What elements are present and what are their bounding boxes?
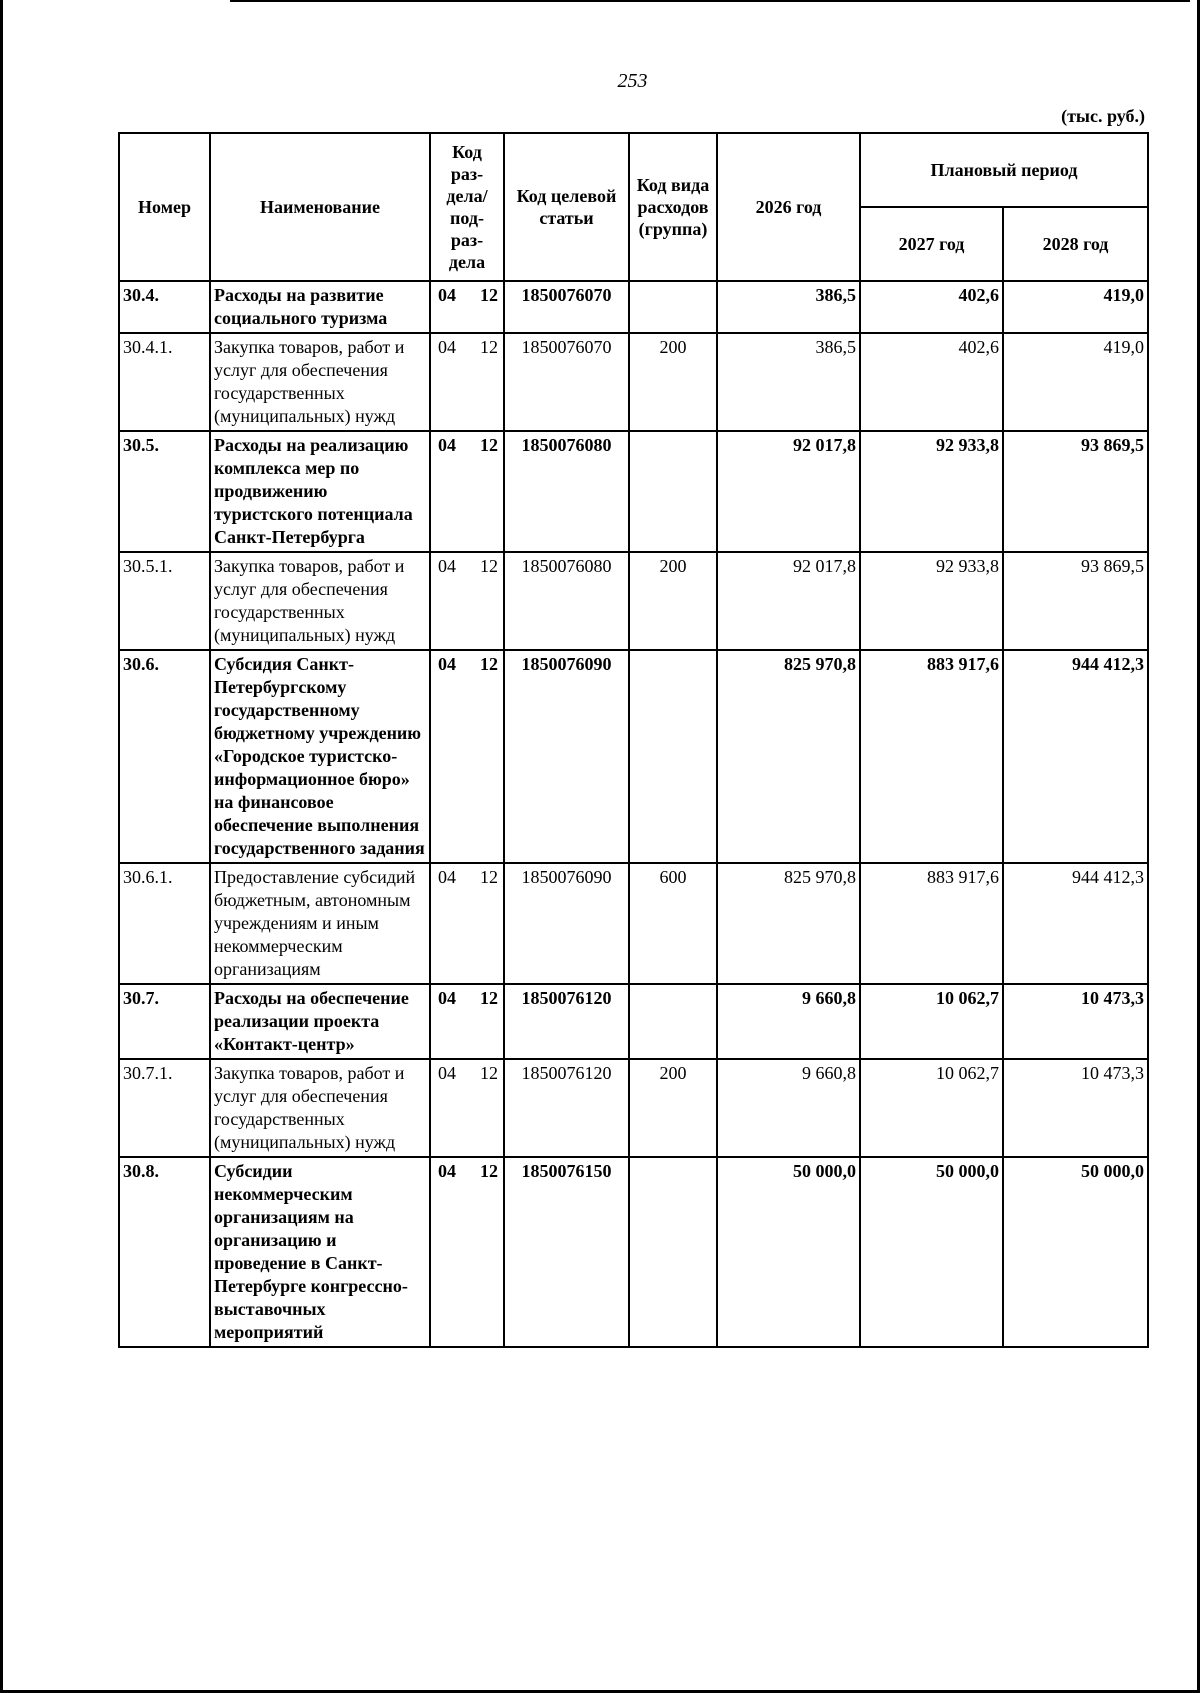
table-row [119,1059,1148,1157]
row-value-2026: 92 017,8 [717,431,860,552]
row-expense-type: 200 [629,552,717,650]
row-subsection: 12 [480,1063,498,1083]
row-value-2026: 92 017,8 [717,552,860,650]
row-name: Субсидия Санкт-Петербургскому государственному бюджетному учреждению «Городское туристско-информационное бюро» на финансовое обеспечение выполнения государственного задания [210,650,430,863]
units-label: (тыс. руб.) [1061,106,1145,126]
row-section: 04 [438,867,456,887]
col-target-header: Код целевой статьи [504,133,629,281]
row-value-2026: 9 660,8 [717,984,860,1059]
row-subsection: 12 [480,556,498,576]
row-section: 04 [438,1063,456,1083]
row-number: 30.8. [119,1157,210,1347]
row-section-code [430,552,504,650]
row-value-2028: 50 000,0 [1003,1157,1148,1347]
row-value-2026: 825 970,8 [717,650,860,863]
row-name: Расходы на реализацию комплекса мер по продвижению туристского потенциала Санкт-Петербурга [210,431,430,552]
row-section-code [430,863,504,984]
table-row [119,984,1148,1059]
row-value-2028: 419,0 [1003,281,1148,333]
row-expense-type [629,1157,717,1347]
row-subsection: 12 [480,337,498,357]
row-expense-type: 200 [629,1059,717,1157]
row-section: 04 [438,435,456,455]
row-subsection: 12 [480,988,498,1008]
budget-table [118,132,1149,1348]
row-target-code: 1850076150 [504,1157,629,1347]
table-row [119,552,1148,650]
col-number-header: Номер [119,133,210,281]
row-section: 04 [438,285,456,305]
row-section-code [430,1059,504,1157]
row-target-code: 1850076080 [504,431,629,552]
row-number: 30.4. [119,281,210,333]
row-number: 30.6. [119,650,210,863]
row-section-code [430,281,504,333]
row-section-code [430,650,504,863]
row-value-2027: 883 917,6 [860,863,1003,984]
row-number: 30.6.1. [119,863,210,984]
row-value-2026: 9 660,8 [717,1059,860,1157]
row-number: 30.7. [119,984,210,1059]
row-name: Закупка товаров, работ и услуг для обеспечения государственных (муниципальных) нужд [210,552,430,650]
row-subsection: 12 [480,1161,498,1181]
row-name: Субсидии некоммерческим организациям на организацию и проведение в Санкт-Петербурге конгрессно-выставочных мероприятий [210,1157,430,1347]
row-value-2028: 944 412,3 [1003,863,1148,984]
row-target-code: 1850076070 [504,281,629,333]
table-row [119,1157,1148,1347]
row-value-2028: 419,0 [1003,333,1148,431]
row-value-2027: 92 933,8 [860,431,1003,552]
row-target-code: 1850076080 [504,552,629,650]
row-section: 04 [438,654,456,674]
row-value-2027: 402,6 [860,281,1003,333]
row-section-code [430,984,504,1059]
col-2026-header: 2026 год [717,133,860,281]
table-row [119,281,1148,333]
row-expense-type [629,984,717,1059]
row-expense-type [629,650,717,863]
row-subsection: 12 [480,654,498,674]
row-number: 30.7.1. [119,1059,210,1157]
row-value-2026: 386,5 [717,281,860,333]
row-value-2027: 92 933,8 [860,552,1003,650]
row-section: 04 [438,337,456,357]
col-section-header: Код раз- дела/ под- раз- дела [430,133,504,281]
table-row [119,431,1148,552]
header-row-1 [119,133,1148,207]
col-expense-type-header: Код вида расходов (группа) [629,133,717,281]
row-section-code [430,333,504,431]
page-number: 253 [617,70,648,92]
row-expense-type: 200 [629,333,717,431]
row-target-code: 1850076120 [504,984,629,1059]
row-subsection: 12 [480,867,498,887]
row-value-2028: 93 869,5 [1003,431,1148,552]
row-target-code: 1850076090 [504,863,629,984]
row-value-2026: 386,5 [717,333,860,431]
row-target-code: 1850076090 [504,650,629,863]
row-subsection: 12 [480,285,498,305]
row-expense-type [629,281,717,333]
row-value-2027: 883 917,6 [860,650,1003,863]
row-section-code [430,1157,504,1347]
table-row [119,863,1148,984]
table-body [119,281,1148,1347]
row-name: Закупка товаров, работ и услуг для обеспечения государственных (муниципальных) нужд [210,333,430,431]
row-value-2026: 50 000,0 [717,1157,860,1347]
row-name: Расходы на развитие социального туризма [210,281,430,333]
table-row [119,333,1148,431]
row-name: Предоставление субсидий бюджетным, автономным учреждениям и иным некоммерческим организациям [210,863,430,984]
row-number: 30.5.1. [119,552,210,650]
row-section: 04 [438,988,456,1008]
row-section: 04 [438,556,456,576]
col-2027-header: 2027 год [860,207,1003,281]
table-row [119,650,1148,863]
row-value-2027: 50 000,0 [860,1157,1003,1347]
row-name: Расходы на обеспечение реализации проекта «Контакт-центр» [210,984,430,1059]
row-value-2028: 944 412,3 [1003,650,1148,863]
row-section-code [430,431,504,552]
row-number: 30.4.1. [119,333,210,431]
row-value-2027: 10 062,7 [860,984,1003,1059]
row-expense-type: 600 [629,863,717,984]
row-value-2028: 10 473,3 [1003,1059,1148,1157]
page-edge-top [230,0,1190,2]
planning-period-header: Плановый период [860,133,1148,207]
row-name: Закупка товаров, работ и услуг для обеспечения государственных (муниципальных) нужд [210,1059,430,1157]
col-2028-header: 2028 год [1003,207,1148,281]
row-section: 04 [438,1161,456,1181]
row-target-code: 1850076120 [504,1059,629,1157]
row-value-2028: 93 869,5 [1003,552,1148,650]
row-value-2028: 10 473,3 [1003,984,1148,1059]
row-value-2027: 402,6 [860,333,1003,431]
row-expense-type [629,431,717,552]
page-edge-left [0,0,3,1693]
row-subsection: 12 [480,435,498,455]
row-value-2027: 10 062,7 [860,1059,1003,1157]
col-name-header: Наименование [210,133,430,281]
row-value-2026: 825 970,8 [717,863,860,984]
row-target-code: 1850076070 [504,333,629,431]
row-number: 30.5. [119,431,210,552]
